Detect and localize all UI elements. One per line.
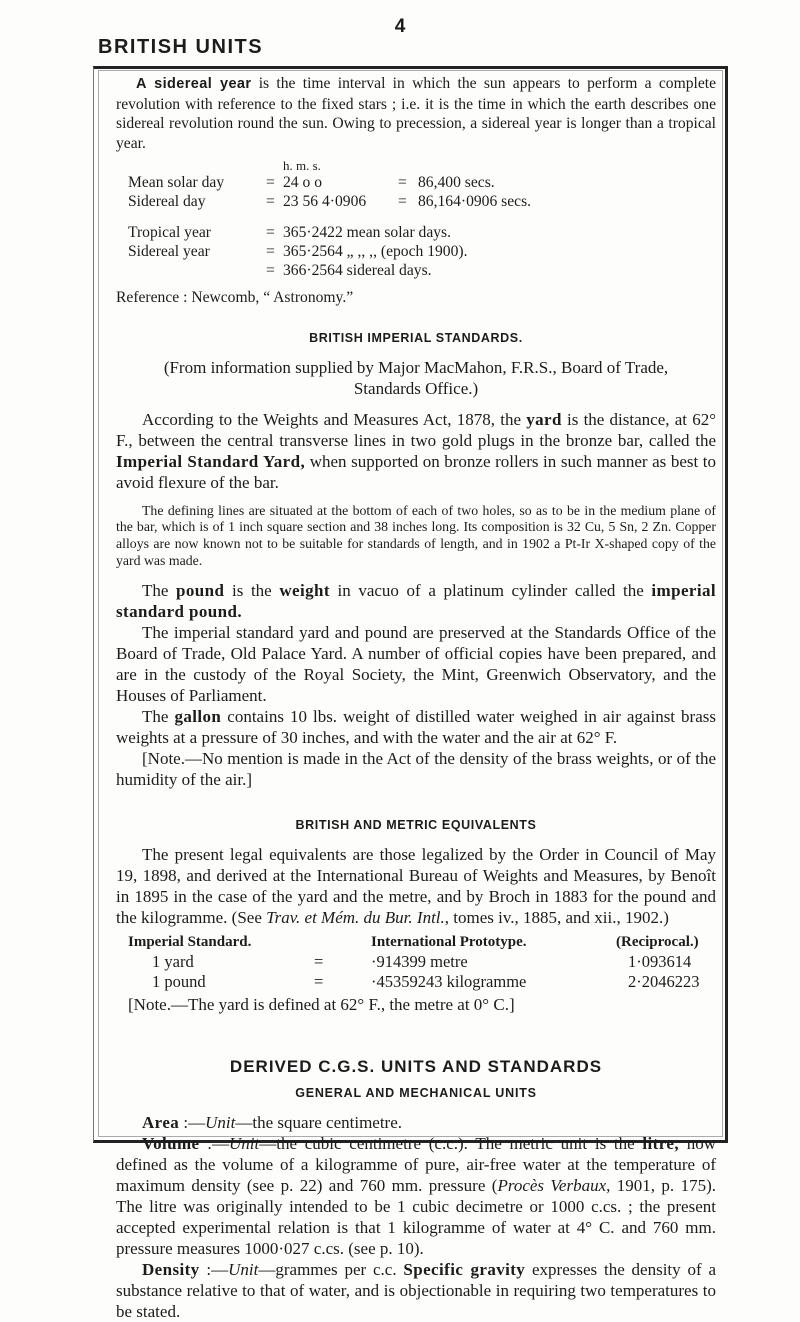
cell-eq: =	[314, 971, 324, 991]
derived-units-heading: DERIVED C.G.S. UNITS AND STANDARDS	[229, 1056, 603, 1076]
area-definition: Area :—Unit—the square centimetre.	[142, 1112, 403, 1132]
metric-paragraph: The present legal equivalents are those legalized by the Order in Council of May 19, 1898, and derived at the International Bureau of Weights and Measures, by Benoît in 1895 in the case of the yard and the metre, and by Broch in 1883 for the pound and the kilogramme. (See Trav. et Mém. du Bur. Intl., tomes iv., 1885, and xii., 1902.)	[116, 844, 716, 927]
col-header-imperial: Imperial Standard.	[128, 933, 252, 950]
row-value2: 86,164·0906 secs.	[418, 193, 532, 210]
row-eq: =	[266, 193, 275, 210]
imperial-source	[116, 357, 716, 399]
metric-note: [Note.—The yard is defined at 62° F., the metre at 0° C.]	[128, 994, 515, 1014]
density-term: Density	[142, 1259, 200, 1279]
cell-imperial: 1 pound	[152, 971, 206, 991]
weight-term: weight	[279, 580, 330, 600]
row-label: Tropical year	[128, 224, 212, 241]
density-definition: Density :—Unit—grammes per c.c. Specific gravity expresses the density of a substance relative to that of water, and is objectionable in requiring two temperatures to be stated.	[116, 1259, 716, 1321]
table-row	[116, 261, 716, 280]
pound-term: pound	[176, 580, 225, 600]
row-eq: =	[266, 262, 275, 279]
equivalents-table	[116, 932, 716, 992]
row-label: Mean solar day	[128, 174, 225, 191]
table-header-row	[116, 932, 716, 952]
imperial-standard-yard-term: Imperial Standard Yard,	[116, 451, 306, 471]
row-eq: =	[266, 174, 275, 191]
row-label: Sidereal day	[128, 193, 206, 210]
imperial-standard-pound-term: imperial standard pound.	[116, 580, 716, 621]
sidereal-year-label: A sidereal year	[136, 76, 252, 92]
specific-gravity-term: Specific gravity	[403, 1259, 526, 1279]
imperial-source-line2: Standards Office.)	[353, 378, 479, 398]
page-number: 4	[394, 16, 406, 37]
yard-term: yard	[526, 409, 562, 429]
cell-reciprocal: 2·2046223	[628, 971, 700, 991]
row-label: Sidereal year	[128, 243, 210, 260]
gallon-term: gallon	[174, 706, 222, 726]
proces-verbaux-citation: Procès Verbaux	[497, 1175, 607, 1195]
table-row	[116, 173, 716, 192]
row-eq: =	[266, 224, 275, 241]
imperial-note: [Note.—No mention is made in the Act of the density of the brass weights, or of the humidity of the air.]	[116, 748, 716, 789]
table-row	[116, 972, 716, 992]
row-value: 366·2564 sidereal days.	[283, 262, 432, 279]
running-head: BRITISH UNITS	[98, 36, 264, 58]
table-row	[116, 192, 716, 211]
litre-term: litre,	[642, 1133, 679, 1153]
imperial-gallon-paragraph: The gallon contains 10 lbs. weight of distilled water weighed in air against brass weights at a pressure of 30 inches, and with the water and the air at 62° F.	[116, 706, 716, 747]
row-eq2: =	[398, 193, 407, 210]
sidereal-table	[116, 156, 716, 280]
cell-eq: =	[314, 951, 324, 971]
table-row	[116, 223, 716, 242]
page-content	[116, 74, 716, 1322]
row-eq: =	[266, 243, 275, 260]
volume-definition: Volume :—Unit—the cubic centimetre (c.c.). The metric unit is the litre, now defined as the volume of a kilogramme of pure, air-free water at the temperature of maximum density (see p. 22) and 760 mm. pressure (Procès Verbaux, 1901, p. 175). The litre was originally intended to be 1 cubic decimetre or 1000 c.cs. ; the present accepted experimental relation is that 1 kilogramme of water at 4° C. and 760 mm. pressure measures 1000·027 c.cs. (see p. 10).	[116, 1133, 716, 1258]
imperial-small-note: The defining lines are situated at the bottom of each of two holes, so as to be in the medium plane of the bar, which is of 1 inch square section and 38 inches long. Its composition is 32 Cu, 5 Sn, 2 Zn. Copper alloys are now known not to be suitable for standards of length, and in 1902 a Pt-Ir X-shaped copy of the yard was made.	[116, 502, 716, 568]
cell-reciprocal: 1·093614	[628, 951, 692, 971]
sidereal-reference: Reference : Newcomb, “ Astronomy.”	[116, 289, 354, 306]
col-header-international: International Prototype.	[371, 933, 527, 950]
cell-imperial: 1 yard	[152, 951, 194, 971]
sidereal-intro	[116, 74, 716, 153]
imperial-pound-paragraph: The pound is the weight in vacuo of a platinum cylinder called the imperial standard pound.	[116, 580, 716, 621]
row-eq2: =	[398, 174, 407, 191]
metric-citation: Trav. et Mém. du Bur. Intl.	[266, 907, 445, 927]
units-header: h. m. s.	[283, 158, 321, 173]
cell-international: ·914399 metre	[371, 951, 468, 971]
row-value: 365·2422 mean solar days.	[283, 224, 452, 241]
cell-international: ·45359243 kilogramme	[371, 971, 527, 991]
sidereal-intro-text: is the time interval in which the sun appears to perform a complete revolution with reference to the fixed stars ; i.e. it is the time in which the earth describes one sidereal revolution round the sun. Owing to precession, a sidereal year is longer than a tropical year.	[116, 75, 717, 152]
metric-equivalents-heading: BRITISH AND METRIC EQUIVALENTS	[295, 817, 537, 832]
imperial-source-line1: (From information supplied by Major MacMahon, F.R.S., Board of Trade,	[163, 357, 669, 377]
row-value: 23 56 4·0906	[283, 193, 367, 210]
table-row	[116, 952, 716, 972]
row-value2: 86,400 secs.	[418, 174, 495, 191]
volume-term: Volume	[142, 1133, 200, 1153]
imperial-custody-paragraph: The imperial standard yard and pound are preserved at the Standards Office of the Board of Trade, Old Palace Yard. A number of official copies have been prepared, and are in the custody of the Royal Society, the Mint, Greenwich Observatory, and the Houses of Parliament.	[116, 622, 716, 705]
derived-units-subheading: GENERAL AND MECHANICAL UNITS	[295, 1085, 537, 1100]
row-value: 365·2564 „ ,, ,, (epoch 1900).	[283, 243, 468, 260]
imperial-standards-heading: BRITISH IMPERIAL STANDARDS.	[309, 330, 523, 345]
area-term: Area	[142, 1112, 180, 1132]
table-row	[116, 242, 716, 261]
imperial-yard-paragraph: According to the Weights and Measures Act, 1878, the yard is the distance, at 62° F., between the central transverse lines in two gold plugs in the bronze bar, called the Imperial Standard Yard, when supported on bronze rollers in such manner as best to avoid flexure of the bar.	[116, 409, 716, 492]
col-header-reciprocal: (Reciprocal.)	[616, 933, 699, 950]
row-value: 24 o o	[283, 174, 322, 191]
